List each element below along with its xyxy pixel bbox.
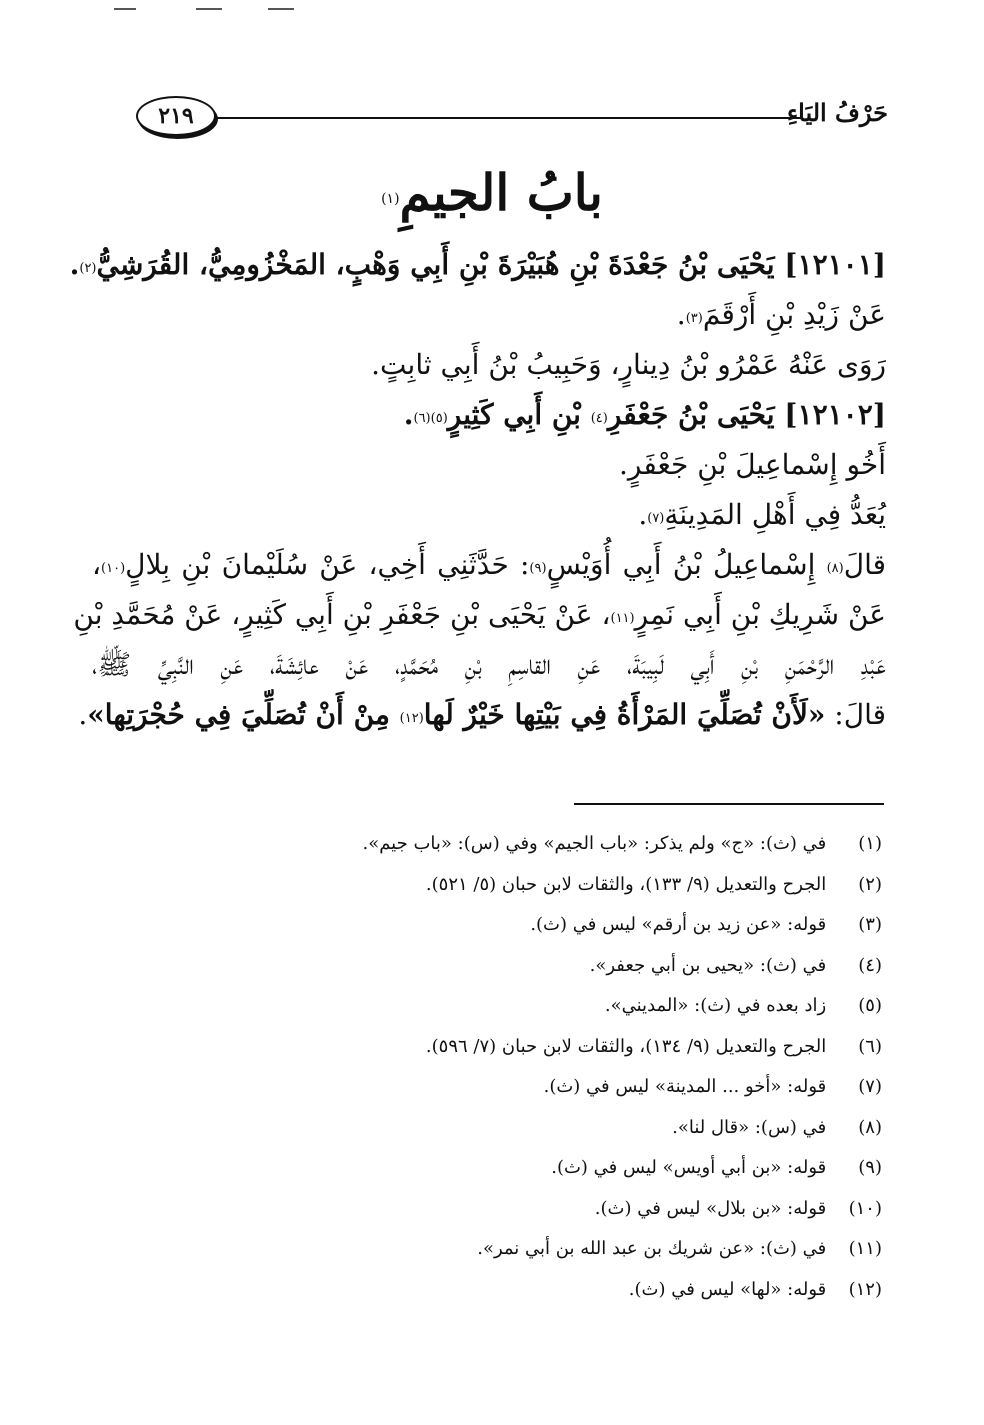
footnote-number: (٥) (858, 995, 882, 1016)
footnote-ref: (٧) (647, 511, 665, 526)
footnote-item (92, 1229, 882, 1270)
footnote-item (92, 1067, 882, 1108)
footnotes (92, 824, 882, 1310)
footnote-number: (١٢) (848, 1278, 882, 1300)
punctuation: . (638, 498, 648, 531)
footnote-ref: (٣) (685, 311, 703, 326)
footnote-item (92, 865, 882, 906)
text-line (92, 640, 886, 690)
line-text: ، عَنْ يَحْيَى بْنِ جَعْفَرِ بْنِ أَبِي كَثِيرٍ، عَنْ مُحَمَّدِ بْنِ (73, 598, 611, 631)
entry-heading: [١٢١٠٢] يَحْيَى بْنُ جَعْفَرِ (607, 398, 886, 431)
entry-12102 (92, 390, 886, 440)
footnote-number: (١) (858, 833, 882, 854)
footnote-item (92, 824, 882, 865)
scan-mark (196, 8, 222, 10)
footnote-text: قوله: «بن أبي أويس» ليس في (ث). (551, 1157, 827, 1178)
line-text: عَنْ زَيْدِ بْنِ أَرْقَمَ (702, 298, 886, 331)
entry-12101 (69, 240, 886, 290)
footnote-number: (٤) (858, 954, 882, 976)
footnote-ref: (٢) (79, 261, 97, 276)
punctuation: . (676, 298, 686, 331)
footnote-number: (٢) (858, 873, 882, 895)
text-line (92, 440, 886, 490)
footnote-text: الجرح والتعديل (٩/ ١٣٤)، والثقات لابن حبان (٧/ ٥٩٦). (425, 1035, 827, 1057)
text-line (92, 340, 886, 390)
footnote-text: في (ث): «يحيى بن أبي جعفر». (589, 954, 827, 976)
footnote-item (92, 1189, 882, 1230)
text-line (92, 290, 886, 340)
running-head: حَرْفُ اليَاءِ (786, 98, 888, 127)
footnote-item (92, 1148, 882, 1189)
footnote-ref: (٥)(٦) (413, 411, 448, 426)
line-text: إِسْماعِيلُ بْنُ أَبِي أُوَيْسٍ (546, 548, 827, 581)
line-text: أَخُو إِسْماعِيلَ بْنِ جَعْفَرٍ. (618, 448, 886, 481)
hadith-text: «لَأَنْ تُصَلِّيَ المَرْأَةُ فِي بَيْتِها خَيْرٌ لَها (423, 698, 826, 731)
line-text: قالَ: (825, 698, 886, 731)
footnote-text: قوله: «عن زيد بن أرقم» ليس في (ث). (530, 914, 827, 935)
footnote-ref: (١٠) (101, 561, 126, 576)
footnote-number: (٩) (858, 1157, 882, 1178)
footnote-number: (٦) (858, 1035, 882, 1057)
footnote-text: في (ث): «عن شريك بن عبد الله بن أبي نمر». (477, 1238, 827, 1259)
footnote-number: (٨) (858, 1116, 882, 1138)
footnote-ref: (٨) (826, 561, 844, 576)
footnote-text: في (س): «قال لنا». (672, 1116, 827, 1138)
footnote-item (92, 946, 882, 987)
footnote-ref: (١٢) (399, 711, 424, 726)
footnote-item (92, 1108, 882, 1149)
text-line (92, 540, 886, 590)
footnote-item (92, 905, 882, 946)
footnote-ref: (٤) (590, 411, 608, 426)
line-text: يُعَدُّ فِي أَهْلِ المَدِينَةِ (664, 498, 886, 531)
footnote-number: (٧) (858, 1076, 882, 1097)
line-text: عَنْ شَرِيكِ بْنِ أَبِي نَمِرٍ (634, 598, 886, 631)
footnote-text: قوله: «لها» ليس في (ث). (628, 1278, 827, 1300)
hadith-line (78, 690, 886, 740)
footnote-ref: (١) (381, 191, 400, 207)
line-text: رَوَى عَنْهُ عَمْرُو بْنُ دِينارٍ، وَحَبِيبُ بْنُ أَبِي ثابِتٍ. (371, 348, 886, 381)
footnote-text: زاد بعده في (ث): «المديني». (604, 995, 827, 1016)
footnote-number: (١٠) (848, 1197, 882, 1219)
footnote-text: في (ث): «ج» ولم يذكر: «باب الجيم» وفي (س): «باب جيم». (362, 833, 827, 854)
footnote-separator (574, 803, 884, 805)
line-text: قالَ (843, 548, 886, 581)
hadith-text: مِنْ أَنْ تُصَلِّيَ فِي حُجْرَتِها» (87, 698, 400, 731)
scan-mark (114, 8, 136, 10)
chapter-title (0, 158, 984, 228)
punctuation: . (78, 698, 88, 731)
page-number: ٢١٩ (136, 96, 216, 136)
footnote-text: قوله: «بن بلال» ليس في (ث). (594, 1197, 827, 1219)
footnote-ref: (١١) (610, 611, 635, 626)
main-text (69, 240, 886, 740)
footnote-item (92, 986, 882, 1027)
chapter-title-text: بابُ الجيمِ (399, 163, 603, 222)
text-line (92, 490, 886, 540)
text-line (73, 590, 886, 640)
punctuation: . (403, 398, 414, 431)
footnote-item (92, 1027, 882, 1068)
punctuation: . (69, 248, 80, 281)
page-header (136, 96, 888, 140)
line-text: عَبْدِ الرَّحْمَنِ بْنِ أَبِي لَبِيبَةَ، عَنِ القاسِمِ بْنِ مُحَمَّدٍ، عَنْ عائِشَةَ، عَنِ النَّبِيِّ ﷺ، (92, 648, 886, 681)
footnote-ref: (٩) (529, 561, 547, 576)
entry-heading: [١٢١٠١] يَحْيَى بْنُ جَعْدَةَ بْنِ هُبَيْرَةَ بْنِ أَبِي وَهْبٍ، المَخْزُومِيُّ، القُرَشِيُّ (96, 248, 886, 281)
punctuation: ، (92, 548, 102, 581)
scan-mark (268, 8, 294, 10)
footnote-text: الجرح والتعديل (٩/ ١٣٣)، والثقات لابن حبان (٥/ ٥٢١). (425, 873, 827, 895)
footnote-text: قوله: «أخو ... المدينة» ليس في (ث). (543, 1076, 827, 1097)
entry-heading: بْنِ أَبِي كَثِيرٍ (447, 398, 591, 431)
header-rule (214, 117, 802, 119)
footnote-item (92, 1270, 882, 1311)
line-text: : حَدَّثَنِي أَخِي، عَنْ سُلَيْمانَ بْنِ بِلالٍ (125, 548, 530, 581)
footnote-number: (١١) (848, 1238, 882, 1259)
footnote-number: (٣) (858, 914, 882, 935)
